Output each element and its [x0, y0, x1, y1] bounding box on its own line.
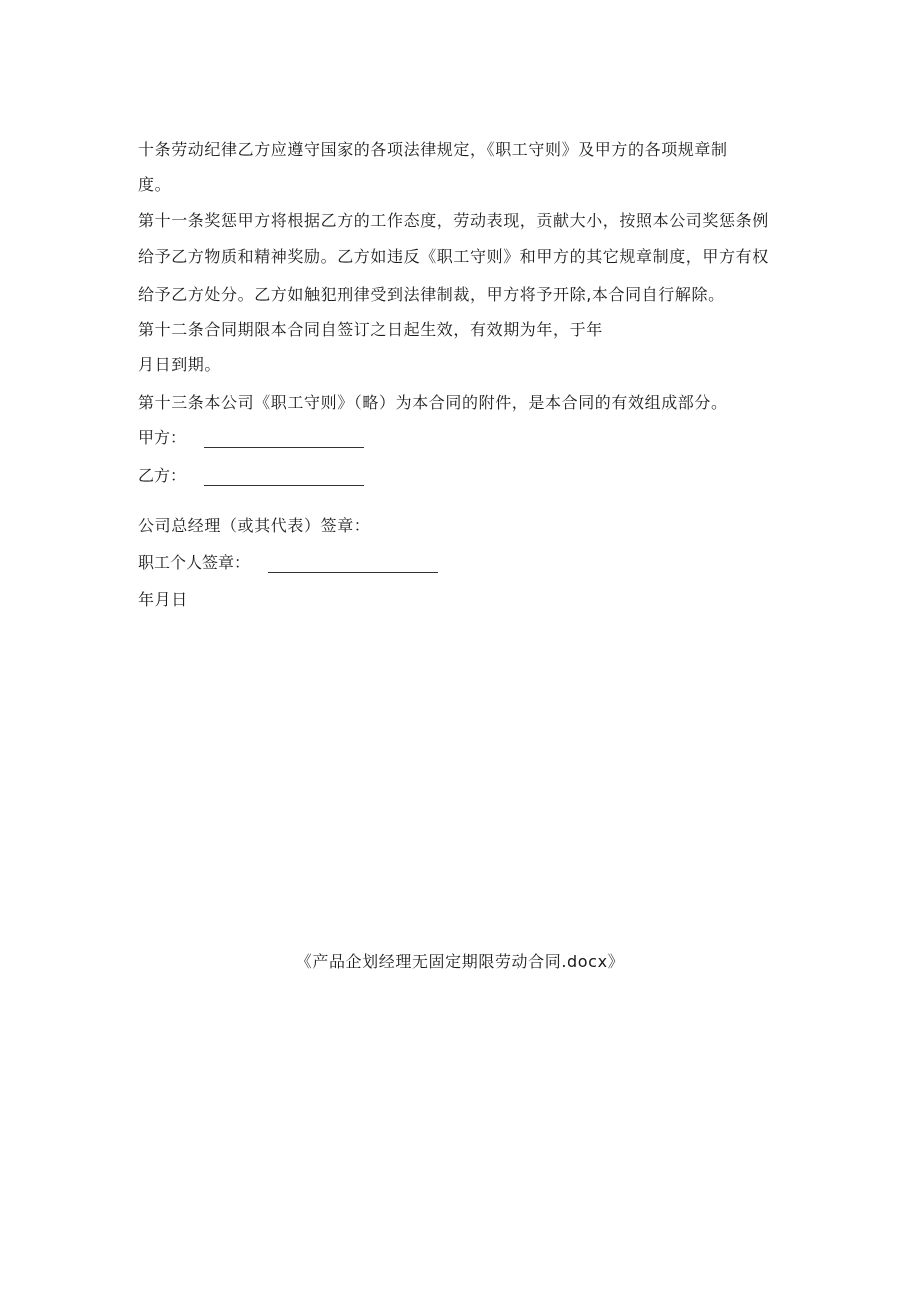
- article-11-line-1: 第十一条奖惩甲方将根据乙方的工作态度，劳动表现，贡献大小，按照本公司奖惩条例: [138, 211, 769, 230]
- date-label: 年月日: [138, 590, 188, 609]
- party-b-signature-row: [138, 466, 364, 486]
- article-11-line-2: 给予乙方物质和精神奖励。乙方如违反《职工守则》和甲方的其它规章制度，甲方有权: [138, 247, 769, 266]
- party-b-signature-line: [204, 469, 364, 486]
- party-a-signature-row: [138, 428, 364, 448]
- manager-signature-label: 公司总经理（或其代表）签章：: [138, 516, 371, 535]
- employee-signature-line: [268, 556, 438, 573]
- article-13-line-1: 第十三条本公司《职工守则》（略）为本合同的附件，是本合同的有效组成部分。: [138, 393, 728, 412]
- employee-signature-row: [138, 553, 438, 573]
- article-12-line-2: 月日到期。: [138, 355, 222, 374]
- party-a-label: 甲方：: [138, 428, 187, 447]
- article-10-line-2: 度。: [138, 175, 172, 194]
- article-11-line-3: 给予乙方处分。乙方如触犯刑律受到法律制裁，甲方将予开除,本合同自行解除。: [138, 285, 725, 304]
- party-b-label: 乙方：: [138, 466, 187, 485]
- article-12-line-1: 第十二条合同期限本合同自签订之日起生效，有效期为年，于年: [138, 320, 603, 339]
- document-footer-title: 《产品企划经理无固定期限劳动合同.docx》: [295, 952, 625, 971]
- employee-signature-label: 职工个人签章：: [138, 553, 251, 572]
- article-10-line-1: 十条劳动纪律乙方应遵守国家的各项法律规定，《职工守则》及甲方的各项规章制: [138, 140, 728, 159]
- party-a-signature-line: [204, 431, 364, 448]
